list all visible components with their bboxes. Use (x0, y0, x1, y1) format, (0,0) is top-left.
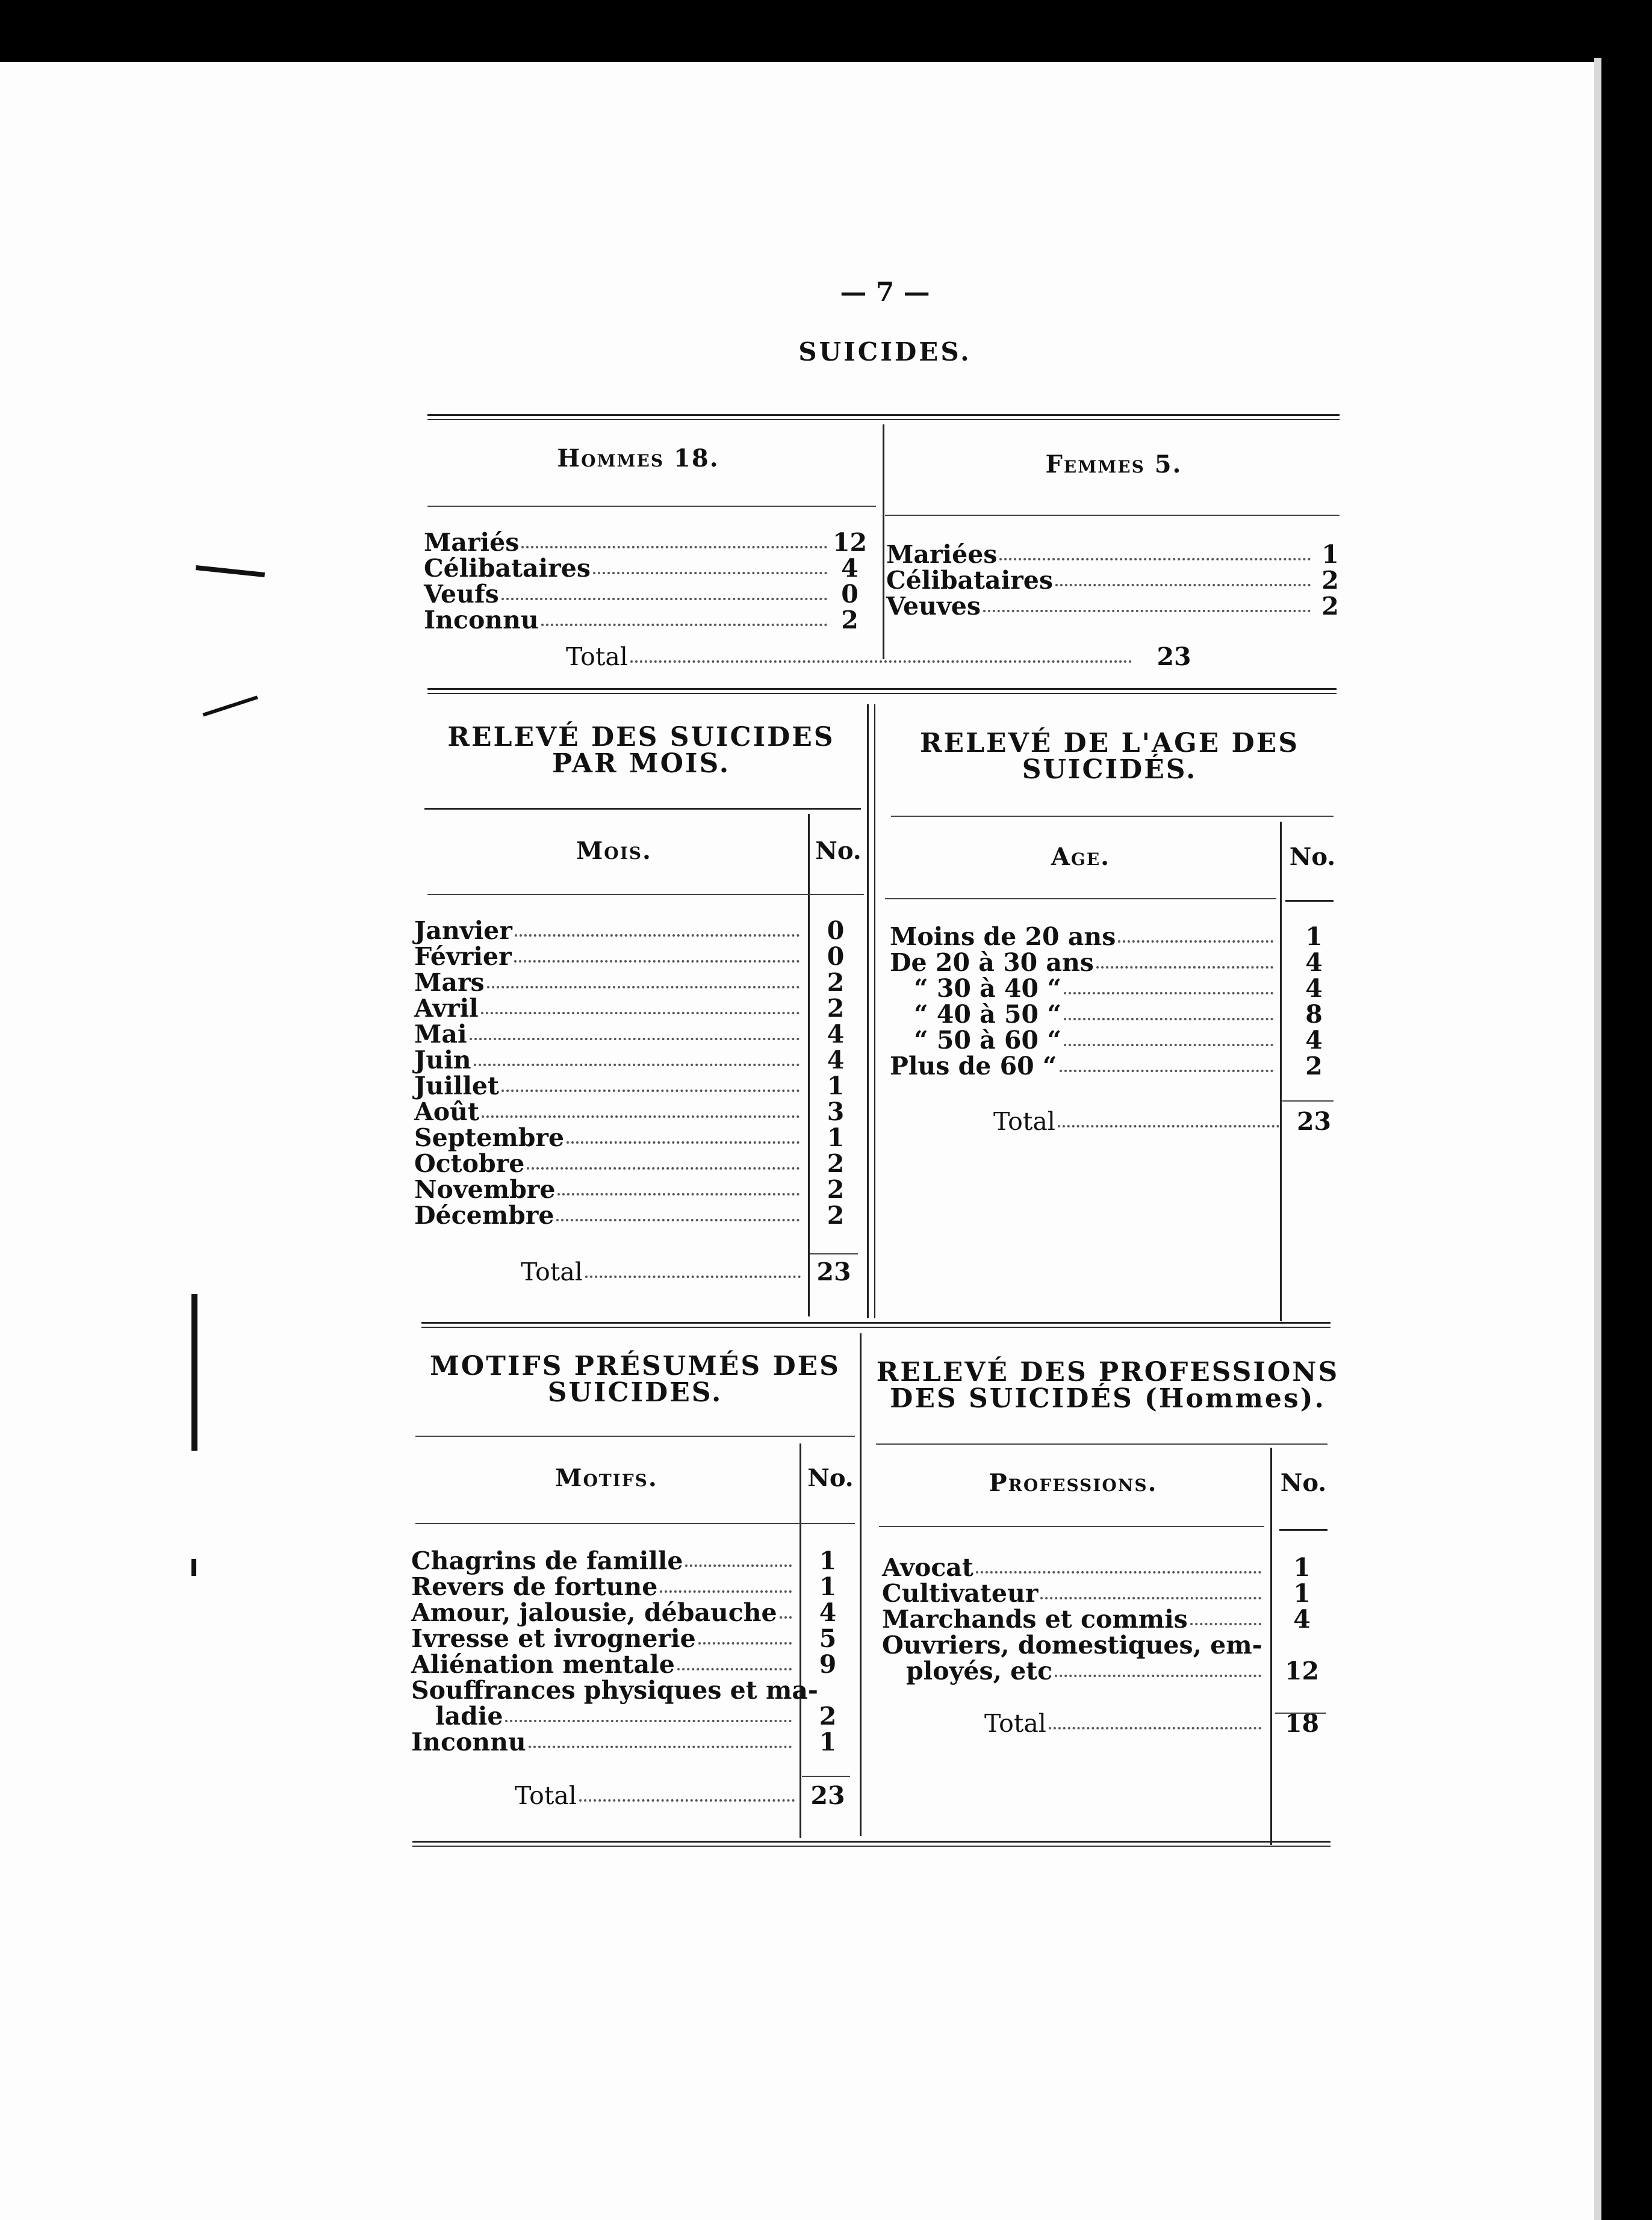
row-label: “ 30 à 40 “ (914, 974, 1061, 1003)
dot-leader (983, 594, 1311, 612)
item-value: 0 (841, 580, 859, 609)
item-value: 12 (832, 528, 868, 557)
section-title-line: DES SUICIDÉS (Hommes). (890, 1383, 1326, 1414)
rule (1279, 1529, 1328, 1531)
dot-leader (1060, 1053, 1273, 1072)
total-value: 18 (1284, 1709, 1320, 1738)
total-label: Total (984, 1709, 1046, 1738)
dot-leader (1064, 1028, 1273, 1046)
total-value: 23 (1296, 1107, 1332, 1136)
row-value: 4 (827, 1046, 845, 1074)
row-value: 1 (819, 1728, 837, 1756)
row-label: Novembre (414, 1175, 556, 1204)
row-label: Août (414, 1097, 479, 1126)
dot-leader (780, 1600, 792, 1619)
item-value: 2 (841, 606, 859, 634)
row-label: Moins de 20 ans (890, 922, 1116, 951)
dot-leader (1049, 1711, 1261, 1729)
dot-leader (660, 1574, 792, 1593)
rule (1275, 1713, 1326, 1714)
table-row (411, 1729, 852, 1755)
page-edge (1594, 58, 1601, 2220)
column-header: No. (815, 837, 862, 865)
section-title-line: MOTIFS PRÉSUMÉS DES (430, 1351, 840, 1381)
item-value: 1 (1321, 540, 1339, 569)
list-item (424, 556, 869, 581)
row-label: Mars (414, 968, 485, 997)
row-label: Ouvriers, domestiques, em- (882, 1631, 1262, 1660)
total-label: Total (566, 642, 628, 671)
page-title: SUICIDES. (798, 337, 972, 367)
column-rule (883, 424, 884, 659)
table-row (414, 970, 860, 996)
row-label: Aliénation mentale (411, 1650, 675, 1679)
column-rule (874, 704, 875, 1318)
table-row (882, 1581, 1331, 1607)
total-row (521, 1259, 858, 1285)
dot-leader (698, 1626, 792, 1645)
dot-leader (630, 644, 1132, 663)
row-value: 0 (827, 916, 845, 945)
page-number: — 7 — (840, 277, 930, 308)
total-row (984, 1711, 1331, 1737)
section-title (876, 1359, 1340, 1412)
item-label: Veuves (886, 592, 981, 621)
section-title (421, 1353, 849, 1406)
dot-leader (685, 1548, 792, 1567)
table-row (411, 1626, 852, 1652)
dot-leader (1055, 568, 1311, 586)
row-label: Revers de fortune (411, 1572, 658, 1601)
table-row (882, 1555, 1331, 1581)
list-item (886, 542, 1347, 568)
table-row (414, 1099, 860, 1125)
row-value: 1 (1293, 1579, 1311, 1608)
table-row (414, 1073, 860, 1099)
dot-leader (579, 1783, 795, 1802)
rule (427, 414, 1340, 420)
row-value: 1 (819, 1546, 837, 1575)
item-label: Inconnu (424, 606, 539, 634)
table-row (414, 1177, 860, 1203)
table-row (414, 1022, 860, 1047)
total-label: Total (521, 1257, 583, 1286)
item-value: 2 (1321, 566, 1339, 595)
binding-mark (191, 1294, 197, 1451)
row-value: 12 (1284, 1657, 1320, 1685)
table-row (411, 1548, 852, 1574)
row-value: 4 (1305, 1026, 1323, 1055)
row-value: 1 (1293, 1553, 1311, 1582)
total-row (566, 644, 1204, 670)
table-row (414, 1047, 860, 1073)
item-value: 2 (1321, 592, 1339, 621)
rule (415, 1436, 855, 1437)
dot-leader (514, 944, 800, 963)
list-item (424, 607, 869, 633)
row-label: De 20 à 30 ans (890, 948, 1094, 977)
dot-leader (1058, 1109, 1279, 1127)
row-value: 5 (819, 1624, 837, 1653)
row-label: Juin (414, 1046, 471, 1074)
table-row (882, 1658, 1331, 1684)
rule (879, 1526, 1264, 1527)
row-value: 9 (819, 1650, 837, 1679)
item-label: Veufs (424, 580, 499, 609)
dot-leader (585, 1259, 801, 1278)
rule (810, 1253, 858, 1254)
row-value: 2 (819, 1702, 837, 1731)
row-value: 2 (1305, 1052, 1323, 1081)
list-item (424, 530, 869, 556)
section-title (427, 724, 855, 777)
rule (421, 1322, 1331, 1328)
dot-leader (1118, 924, 1273, 943)
hommes-header: Hommes 18. (557, 444, 719, 473)
section-title-line: RELEVÉ DES SUICIDES (447, 722, 835, 752)
row-label: Décembre (414, 1201, 554, 1230)
femmes-header: Femmes 5. (1045, 450, 1182, 479)
rule (427, 894, 864, 895)
item-value: 4 (841, 554, 859, 583)
row-value: 2 (827, 1175, 845, 1204)
binding-mark (191, 1559, 196, 1576)
dot-leader (999, 542, 1311, 560)
dot-leader (527, 1151, 800, 1170)
rule (885, 898, 1276, 899)
row-label: Avril (414, 994, 479, 1023)
row-value: 8 (1305, 1000, 1323, 1029)
table-row (414, 944, 860, 970)
row-label: Plus de 60 “ (890, 1052, 1057, 1081)
table-row (890, 950, 1343, 976)
total-value: 23 (1157, 642, 1191, 671)
dot-leader (487, 970, 800, 988)
row-label: Cultivateur (882, 1579, 1039, 1608)
rule (427, 506, 876, 507)
dot-leader (502, 581, 827, 600)
total-value: 23 (816, 1257, 851, 1286)
column-header: Motifs. (555, 1464, 658, 1492)
total-row (515, 1783, 852, 1809)
table-row (890, 1053, 1343, 1079)
column-header: Age. (1051, 843, 1111, 871)
total-value: 23 (810, 1781, 845, 1810)
row-label: “ 40 à 50 “ (914, 1000, 1061, 1029)
table-row (414, 1203, 860, 1229)
dot-leader (502, 1073, 800, 1092)
table-row (411, 1574, 852, 1600)
dot-leader (505, 1704, 792, 1722)
row-label: “ 50 à 60 “ (914, 1026, 1061, 1055)
table-row (411, 1600, 852, 1626)
row-value: 4 (1305, 948, 1323, 977)
dot-leader (482, 1099, 800, 1118)
section-title-line: RELEVÉ DES PROFESSIONS (876, 1357, 1340, 1388)
table-row (890, 1002, 1343, 1028)
rule (1285, 900, 1334, 902)
row-value: 1 (827, 1071, 845, 1100)
row-value: 4 (1293, 1605, 1311, 1634)
row-label: Chagrins de famille (411, 1546, 683, 1575)
row-value: 3 (827, 1097, 845, 1126)
dot-leader (470, 1022, 800, 1040)
dot-leader (567, 1125, 800, 1144)
dot-leader (976, 1555, 1261, 1574)
dot-leader (529, 1729, 792, 1748)
row-label: Septembre (414, 1123, 565, 1152)
row-label: Avocat (882, 1553, 974, 1582)
column-header: Mois. (576, 837, 652, 865)
table-row (890, 976, 1343, 1002)
table-row (882, 1607, 1331, 1632)
item-label: Célibataires (424, 554, 591, 583)
rule (424, 808, 861, 810)
row-value: 0 (827, 942, 845, 971)
section-title-line: SUICIDES. (547, 1377, 723, 1408)
list-item (424, 581, 869, 607)
table-row (890, 1028, 1343, 1053)
table-row (414, 918, 860, 944)
dot-leader (677, 1652, 792, 1670)
row-value: 2 (827, 1149, 845, 1178)
column-header: Professions. (989, 1469, 1158, 1497)
row-value: 2 (827, 968, 845, 997)
row-value: 4 (827, 1020, 845, 1049)
row-label: Octobre (414, 1149, 525, 1178)
dot-leader (1064, 976, 1273, 994)
dot-leader (521, 530, 827, 548)
dot-leader (474, 1047, 800, 1066)
section-title-line: RELEVÉ DE L'AGE DES (919, 728, 1300, 758)
row-label: Mai (414, 1020, 467, 1049)
column-rule (860, 1333, 862, 1836)
section-title-line: PAR MOIS. (551, 748, 731, 779)
row-value: 4 (1305, 974, 1323, 1003)
row-label: Marchands et commis (882, 1605, 1188, 1634)
item-label: Mariés (424, 528, 520, 557)
table-row (890, 924, 1343, 950)
row-value: 2 (827, 1201, 845, 1230)
item-label: Mariées (886, 540, 998, 569)
table-row (411, 1678, 852, 1704)
column-header: No. (1280, 1469, 1327, 1497)
section-title (884, 730, 1335, 783)
dot-leader (515, 918, 800, 937)
dot-leader (1040, 1581, 1261, 1599)
dot-leader (1096, 950, 1273, 969)
dot-leader (481, 996, 800, 1014)
row-value: 2 (827, 994, 845, 1023)
row-label: Souffrances physiques et ma- (411, 1676, 818, 1705)
row-label: Ivresse et ivrognerie (411, 1624, 696, 1653)
total-row (993, 1109, 1343, 1135)
section-title-line: SUICIDÉS. (1022, 754, 1197, 785)
total-label: Total (993, 1107, 1055, 1136)
dot-leader (593, 556, 827, 574)
row-label: Amour, jalousie, débauche (411, 1598, 777, 1627)
total-label: Total (515, 1781, 577, 1810)
rule (427, 688, 1337, 694)
table-row (414, 1151, 860, 1177)
dot-leader (556, 1203, 800, 1221)
rule (802, 1776, 850, 1777)
rule (415, 1523, 855, 1524)
row-label: Janvier (414, 916, 512, 945)
table-row (414, 996, 860, 1022)
row-label: Juillet (414, 1071, 499, 1100)
dot-leader (1055, 1658, 1261, 1677)
table-row (882, 1632, 1331, 1658)
table-row (411, 1652, 852, 1678)
table-row (411, 1704, 852, 1729)
dot-leader (1064, 1002, 1273, 1020)
column-header: No. (807, 1464, 854, 1492)
rule (876, 1443, 1328, 1445)
list-item (886, 594, 1347, 619)
list-item (886, 568, 1347, 594)
row-label: Inconnu (411, 1728, 526, 1756)
table-row (414, 1125, 860, 1151)
rule (1282, 1100, 1334, 1102)
dot-leader (557, 1177, 800, 1195)
row-value: 1 (1305, 922, 1323, 951)
rule (885, 515, 1340, 516)
rule (412, 1841, 1331, 1847)
item-label: Célibataires (886, 566, 1053, 595)
row-value: 1 (819, 1572, 837, 1601)
rule (891, 816, 1334, 817)
row-value: 4 (819, 1598, 837, 1627)
row-label: Février (414, 942, 512, 971)
dot-leader (541, 607, 827, 626)
dot-leader (1190, 1607, 1261, 1625)
row-label: ladie (435, 1702, 503, 1731)
column-rule (867, 704, 869, 1318)
row-value: 1 (827, 1123, 845, 1152)
row-label: ployés, etc (906, 1657, 1053, 1685)
column-header: No. (1289, 843, 1336, 871)
